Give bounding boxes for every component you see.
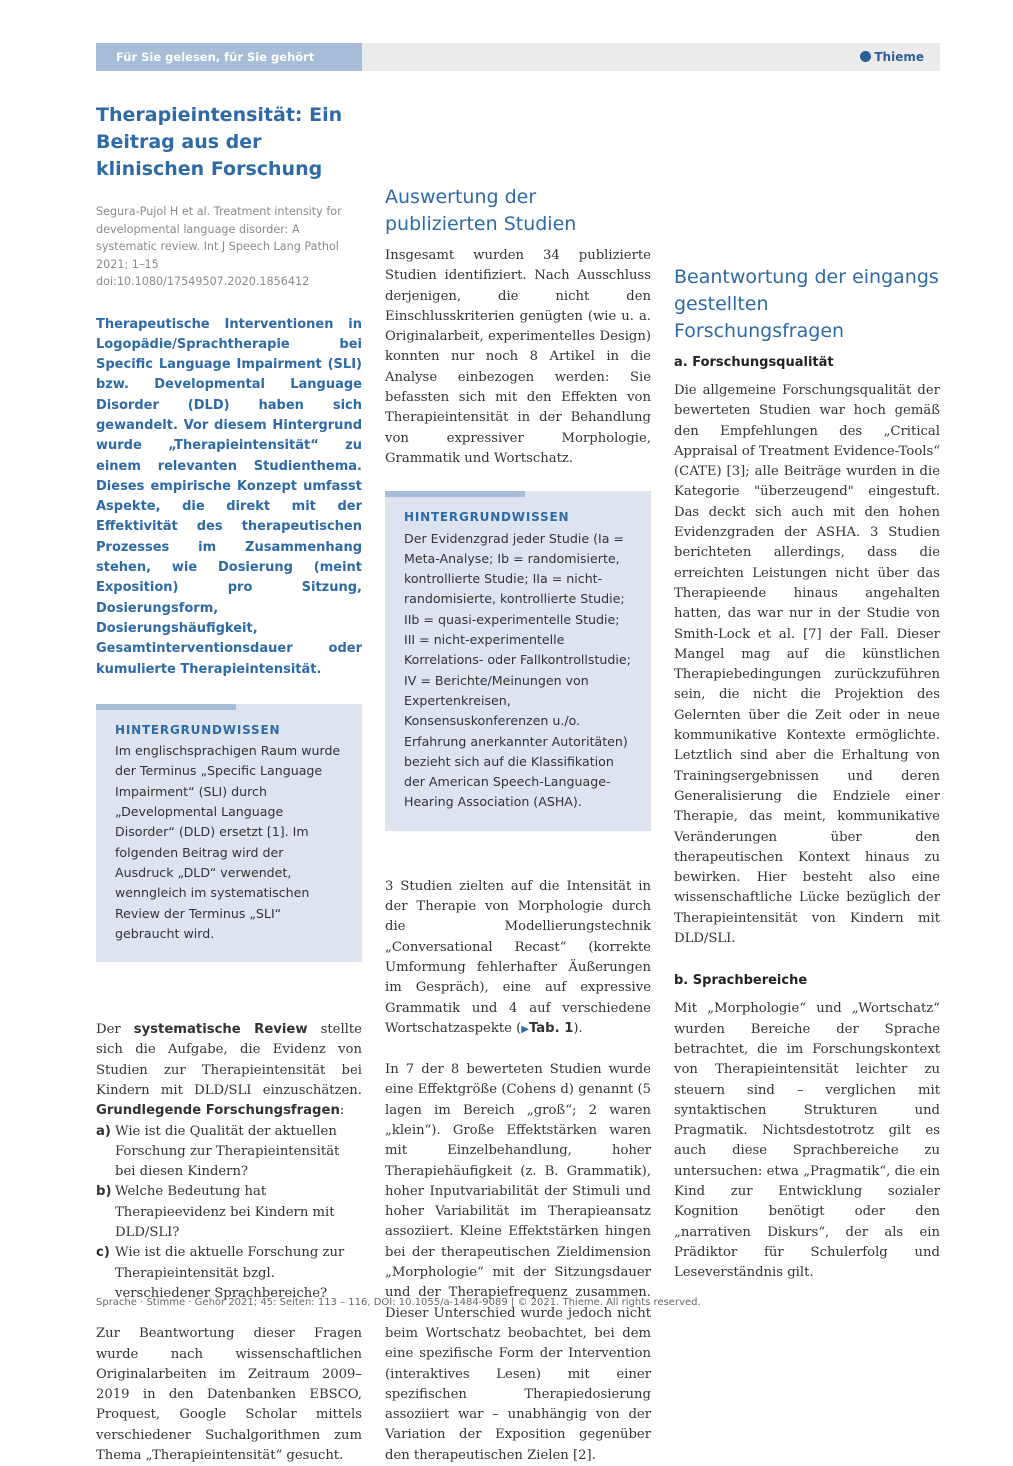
studies-text: 3 Studien zielten auf die Intensität in der Therapie von Morphologie durch die Modellierungstechnik „Conversational Recast“ (korrekte Umformung fehlerhafter Äußerungen im Gespräch), eine auf expressive Grammatik und 4 auf verschiedene Wortschatzaspekte ( [385,878,651,1036]
method-paragraph: Zur Beantwortung dieser Fragen wurde nach wissenschaftlichen Originalarbeiten im Zeitraum 2009–2019 in den Datenbanken EBSCO, Proquest, Google Scholar mittels verschiedener Suchalgorithmen zum Thema „Therapieintensität“ gesucht. [96,1326,362,1464]
question-item [96,1243,362,1304]
intro-text: Der [96,1022,134,1038]
question-item [96,1182,362,1243]
page-footer: Sprache · Stimme · Gehör 2021; 45: Seiten: 113 – 116, DOI: 10.1055/a-1484-9089 | © 2021. Thieme. All rights reserved. [96,1297,701,1308]
section-heading-evaluation: Auswertung der publizierten Studien [385,186,577,235]
article-title: Therapieintensität: Ein Beitrag aus der klinischen Forschung [96,104,343,180]
table-reference-link[interactable]: Tab. 1 [528,1020,574,1036]
studies-text: ). [573,1020,583,1036]
publisher-logo [860,50,924,64]
box-title: HINTERGRUNDWISSEN [115,722,281,737]
question-marker: b) [96,1184,112,1200]
header-bar [96,43,940,71]
intro-bold: Grundlegende Forschungsfragen [96,1103,340,1119]
intro-text: : [339,1103,345,1119]
column-1 [96,102,362,1466]
research-questions [96,1122,362,1305]
question-text: Wie ist die aktuelle Forschung zur Therapieintensität bzgl. verschiedener Sprachbereiche? [115,1245,345,1301]
question-text: Welche Bedeutung hat Therapieevidenz bei Kindern mit DLD/SLI? [115,1184,335,1241]
box-text: Im englischsprachigen Raum wurde der Terminus „Specific Language Impairment“ (SLI) durch „Developmental Language Disorder“ (DLD) ersetzt [1]. Im folgenden Beitrag wird der Ausdruck „DLD“ verwendet, wenngleich im systematischen Review der Terminus „SLI“ gebraucht wird. [115,743,341,941]
box-text: Der Evidenzgrad jeder Studie (Ia = Meta-Analyse; Ib = randomisierte, kontrollierte Studie; IIa = nicht-randomisierte, kontrollierte Studie; IIb = quasi-experimentelle Studie; III = nicht-experimentelle Korrelations- oder Fallkontrollstudie; IV = Berichte/Meinungen von Expertenkreisen, Konsensuskonferenzen u./o. Erfahrung anerkannter Autoritäten) bezieht sich auf die Klassifikation der American Speech-Language-Hearing Association (ASHA). [404,530,631,810]
question-text: Wie ist die Qualität der aktuellen Forschung zur Therapieintensität bei diesen Kindern? [115,1123,340,1180]
question-marker: a) [96,1123,111,1139]
section-label: Für Sie gelesen, für Sie gehört [116,50,315,64]
publisher-name: Thieme [874,50,924,64]
lead-paragraph: Therapeutische Interventionen in Logopädie/Sprachtherapie bei Specific Language Impairment (SLI) bzw. Developmental Language Disorder (DLD) haben sich gewandelt. Vor diesem Hintergrund wurde „Therapieintensität“ zu einem relevanten Studienthema. Dieses empirische Konzept umfasst Aspekte, die direkt mit der Effektivität des therapeutischen Prozesses im Zusammenhang stehen, wie Dosierung (meint Exposition) pro Sitzung, Dosierungsform, Dosierungshäufigkeit, Gesamtinterventionsdauer oder kumulierte Therapieintensität. [96,316,362,677]
column-3 [674,264,940,1283]
question-marker: c) [96,1245,110,1261]
question-item [96,1122,362,1183]
section-label-bar [96,43,362,71]
article-citation: Segura-Pujol H et al. Treatment intensity for developmental language disorder: A systematic review. Int J Speech Lang Pathol 2021; 1–15 doi:10.1080/17549507.2020.1856412 [96,205,342,288]
studies-paragraph [385,877,651,1040]
background-box-2 [385,491,651,830]
background-box-1 [96,704,362,962]
subheading-research-quality: a. Forschungsqualität [674,355,834,370]
intro-text: stellte sich die Aufgabe, die Evidenz von Studien zur Therapieintensität bei Kindern mit DLD/SLI einzuschätzen. [96,1022,362,1098]
intro-bold: systematische Review [133,1022,308,1038]
research-quality-paragraph: Die allgemeine Forschungsqualität der bewerteten Studien war hoch gemäß den Empfehlungen des „Critical Appraisal of Treatment Evidence-Tools“ (CATE) [3]; alle Beiträge wurden in die Kategorie "überzeugend" eingestuft. Das deckt sich auch mit den hohen Evidenzgraden der ASHA. 3 Studien berichteten allerdings, dass die erreichten Leistungen nicht über das Therapieende hinaus angehalten hatten, das war nur in der Studie von Smith-Lock et al. [7] der Fall. Dieser Mangel mag auf die künstlichen Therapiebedingungen zurückzuführen sein, die nicht die Projektion des Gelernten über die Zeit oder in neue kommunikative Kontexte ermöglichte. Letztlich sind aber die Erhaltung von Trainingsergebnissen und deren Generalisierung die Endziele einer Therapie, das meint, kommunikative Veränderungen über den therapeutischen Kontext hinaus zu bewirken. Hier besteht also eine wissenschaftliche Lücke bezüglich der Therapieintensität von Kindern mit DLD/SLI. [674,383,940,947]
section-heading-answers: Beantwortung der eingangs gestellten Forschungsfragen [674,266,939,342]
language-areas-paragraph: Mit „Morphologie“ und „Wortschatz“ wurden Bereiche der Sprache betrachtet, die im Forschungskontext von Therapieintensität leichter zu steuern sind – verglichen mit syntaktischen Strukturen und Pragmatik. Nichtsdestotrotz gilt es auch diese Sprachbereiche zu untersuchen: etwa „Pragmatik“, die ein Kind zur Entwicklung sozialer Kognition benötigt oder den „narrativen Diskurs“, der als ein Prädiktor für Schulerfolg und Leseverständnis gilt. [674,1001,940,1281]
box-title: HINTERGRUNDWISSEN [404,510,570,525]
effects-paragraph: In 7 der 8 bewerteten Studien wurde eine Effektgröße (Cohens d) genannt (5 lagen im Bereich „groß“; 2 waren „klein“). Große Effektstärken waren mit Einzelbehandlung, hoher Therapiehäufigkeit (z. B. Grammatik), hoher Inputvariabilität der Stimuli und hoher Variabilität im Therapieansatz assoziiert. Kleine Effektstärken hingen bei der therapeutischen Zieldimension „Morphologie“ mit der Sitzungsdauer und der Therapiefrequenz zusammen. Dieser Unterschied wurde jedoch nicht beim Wortschatz beobachtet, bei dem eine spezifische Form der Intervention (interaktives Lesen) mit einer spezifischen Therapiedosierung assoziiert war – unabhängig von der Variation der Exposition gegenüber den therapeutischen Zielen [2]. [385,1062,651,1463]
thieme-logo-icon [860,51,871,62]
subheading-language-areas: b. Sprachbereiche [674,973,808,989]
evaluation-paragraph: Insgesamt wurden 34 publizierte Studien identifiziert. Nach Ausschluss derjenigen, die nicht den Einschlusskriterien genügten (wie u. a. Originalarbeit, experimentelles Design) konnten nur noch 8 Artikel in die Analyse einbezogen werden: Sie befassten sich mit den Effekten von Therapieintensität in der Behandlung von expressiver Morphologie, Grammatik und Wortschatz. [385,248,651,466]
intro-paragraph [96,1020,362,1121]
column-2 [385,102,651,1466]
triangle-right-icon: ▶ [521,1023,529,1035]
continued-text-spacer [385,102,651,184]
